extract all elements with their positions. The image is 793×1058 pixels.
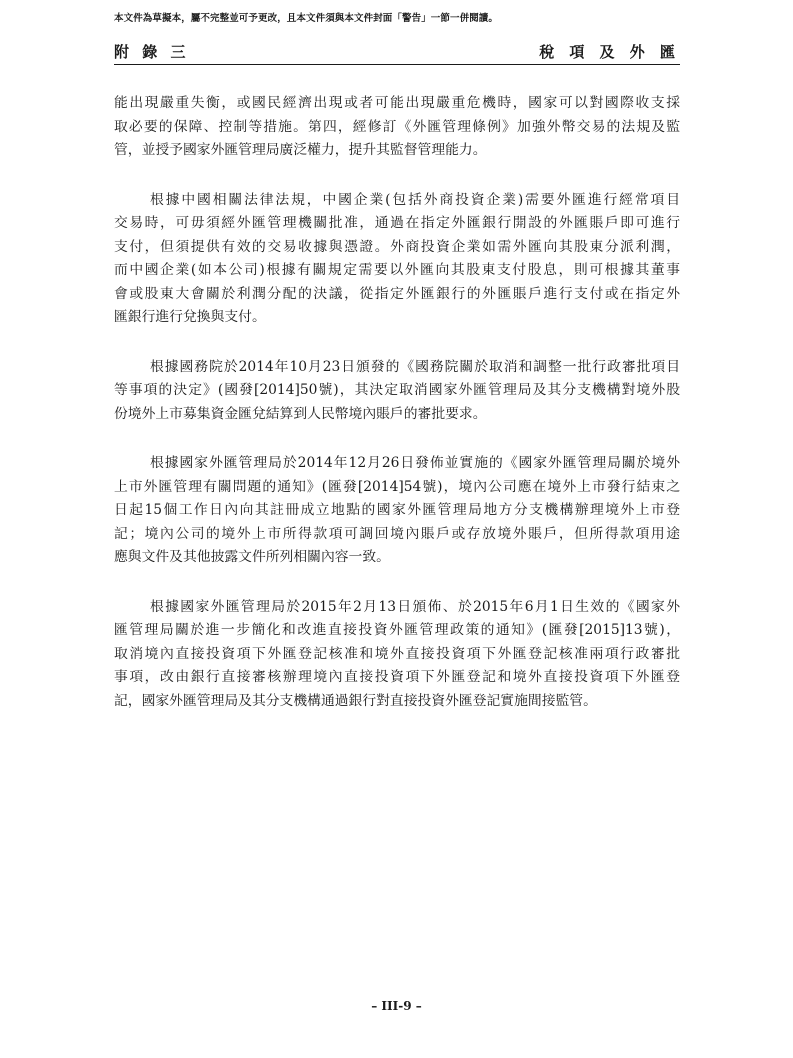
- document-body: [114, 92, 680, 739]
- text-line: 匯管理局關於進一步簡化和改進直接投資外匯管理政策的通知》(匯發[2015]13號)，: [114, 622, 680, 638]
- text-line: 而中國企業(如本公司)根據有關規定需要以外匯向其股東支付股息，則可根據其董事: [114, 262, 680, 278]
- text-line: 根據國家外匯管理局於2014年12月26日發佈並實施的《國家外匯管理局關於境外: [150, 455, 680, 471]
- text-line: 取必要的保障、控制等措施。第四，經修訂《外匯管理條例》加強外幣交易的法規及監: [114, 118, 680, 135]
- text-line: 交易時，可毋須經外匯管理機關批准，通過在指定外匯銀行開設的外匯賬戶即可進行: [114, 215, 680, 231]
- text-line: 會或股東大會關於利潤分配的決議，從指定外匯銀行的外匯賬戶進行支付或在指定外: [114, 285, 680, 302]
- text-line: 根據中國相關法律法規，中國企業(包括外商投資企業)需要外匯進行經常項目: [150, 191, 680, 208]
- text-line: 上市外匯管理有關問題的通知》(匯發[2014]54號)，境內公司應在境外上市發行結束之: [114, 478, 680, 495]
- page-header: [114, 38, 680, 65]
- text-line: 記；境內公司的境外上市所得款項可調回境內賬戶或存放境外賬戶，但所得款項用途: [114, 525, 680, 542]
- text-line: 等事項的決定》(國發[2014]50號)，其決定取消國家外匯管理局及其分支機構對境外股: [114, 382, 680, 398]
- text-line: 日起15個工作日內向其註冊成立地點的國家外匯管理局地方分支機構辦理境外上市登: [114, 502, 680, 518]
- text-line: 能出現嚴重失衡，或國民經濟出現或者可能出現嚴重危機時，國家可以對國際收支採: [114, 95, 680, 111]
- text-line: 取消境內直接投資項下外匯登記核准和境外直接投資項下外匯登記核准兩項行政審批: [114, 645, 680, 662]
- appendix-label: 附 錄 三: [114, 43, 190, 61]
- page-number: – III-9 –: [371, 999, 422, 1013]
- text-line: 支付，但須提供有效的交易收據與憑證。外商投資企業如需外匯向其股東分派利潤，: [114, 238, 680, 255]
- paragraph-5: [114, 596, 680, 714]
- section-title: 稅 項 及 外 匯: [539, 43, 680, 61]
- paragraph-4: [114, 452, 680, 570]
- draft-notice: 本文件為草擬本，屬不完整並可予更改，且本文件須與本文件封面「警告」一節一併閱讀。: [114, 13, 499, 24]
- text-line: 應與文件及其他披露文件所列相關內容一致。: [114, 549, 390, 565]
- text-line: 記，國家外匯管理局及其分支機構通過銀行對直接投資外匯登記實施間接監管。: [114, 692, 597, 709]
- text-line: 根據國務院於2014年10月23日頒發的《國務院關於取消和調整一批行政審批項目: [150, 358, 680, 375]
- text-line: 匯銀行進行兌換與支付。: [114, 309, 266, 325]
- text-line: 份境外上市募集資金匯兌結算到人民幣境內賬戶的審批要求。: [114, 405, 487, 422]
- paragraph-3: [114, 356, 680, 427]
- text-line: 管，並授予國家外匯管理局廣泛權力，提升其監督管理能力。: [114, 142, 487, 158]
- text-line: 事項，改由銀行直接審核辦理境內直接投資項下外匯登記和境外直接投資項下外匯登: [114, 669, 680, 685]
- paragraph-2: [114, 189, 680, 330]
- text-line: 根據國家外匯管理局於2015年2月13日頒佈、於2015年6月1日生效的《國家外: [150, 598, 680, 615]
- paragraph-1: [114, 92, 680, 163]
